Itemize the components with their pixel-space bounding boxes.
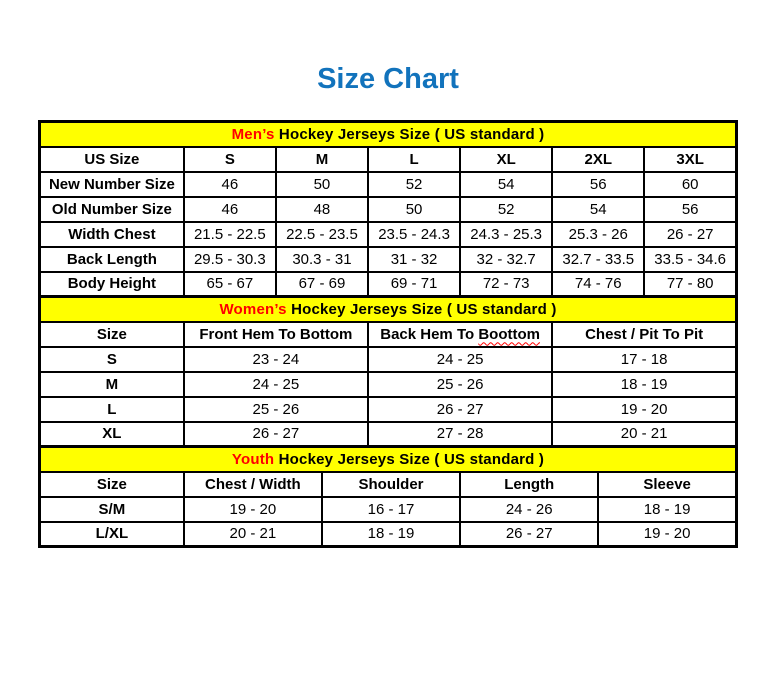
table-cell: 26 - 27 bbox=[644, 222, 736, 247]
men-section-band bbox=[40, 122, 737, 147]
men-size-table bbox=[38, 120, 738, 298]
table-cell: 56 bbox=[644, 197, 736, 222]
table-cell: 25.3 - 26 bbox=[552, 222, 644, 247]
table-row bbox=[40, 422, 737, 447]
table-cell: 26 - 27 bbox=[460, 522, 598, 547]
table-row bbox=[40, 522, 737, 547]
table-cell: 33.5 - 34.6 bbox=[644, 247, 736, 272]
table-cell: 46 bbox=[184, 197, 276, 222]
men-band-rest: Hockey Jerseys Size ( US standard ) bbox=[274, 125, 545, 143]
table-cell: 31 - 32 bbox=[368, 247, 460, 272]
table-cell: 26 - 27 bbox=[184, 422, 368, 447]
column-header: 2XL bbox=[552, 147, 644, 172]
youth-size-table bbox=[38, 445, 738, 548]
column-header: Shoulder bbox=[322, 472, 460, 497]
women-band-highlight: Women’s bbox=[219, 300, 287, 318]
table-row bbox=[40, 347, 737, 372]
table-cell: 52 bbox=[460, 197, 552, 222]
row-label: New Number Size bbox=[40, 172, 184, 197]
table-cell: 65 - 67 bbox=[184, 272, 276, 297]
table-cell: 24 - 26 bbox=[460, 497, 598, 522]
youth-header-row bbox=[40, 472, 737, 497]
women-band-rest: Hockey Jerseys Size ( US standard ) bbox=[286, 300, 557, 318]
table-row bbox=[40, 397, 737, 422]
youth-band-title bbox=[40, 447, 737, 472]
column-header: Size bbox=[40, 322, 184, 347]
column-header-misspelled bbox=[368, 322, 552, 347]
column-header: L bbox=[368, 147, 460, 172]
column-header: 3XL bbox=[644, 147, 736, 172]
table-cell: 20 - 21 bbox=[184, 522, 322, 547]
table-cell: 69 - 71 bbox=[368, 272, 460, 297]
table-cell: 21.5 - 22.5 bbox=[184, 222, 276, 247]
table-cell: 32 - 32.7 bbox=[460, 247, 552, 272]
column-header: Chest / Width bbox=[184, 472, 322, 497]
table-cell: 60 bbox=[644, 172, 736, 197]
table-cell: 50 bbox=[368, 197, 460, 222]
table-cell: 18 - 19 bbox=[598, 497, 736, 522]
youth-section-band bbox=[40, 447, 737, 472]
column-header: Chest / Pit To Pit bbox=[552, 322, 736, 347]
table-cell: 27 - 28 bbox=[368, 422, 552, 447]
column-header: Front Hem To Bottom bbox=[184, 322, 368, 347]
table-cell: 23 - 24 bbox=[184, 347, 368, 372]
column-header: XL bbox=[460, 147, 552, 172]
table-cell: 54 bbox=[460, 172, 552, 197]
column-header: Length bbox=[460, 472, 598, 497]
table-cell: 22.5 - 23.5 bbox=[276, 222, 368, 247]
table-cell: 32.7 - 33.5 bbox=[552, 247, 644, 272]
table-cell: 20 - 21 bbox=[552, 422, 736, 447]
table-row bbox=[40, 197, 737, 222]
men-band-highlight: Men’s bbox=[231, 125, 275, 143]
table-cell: 48 bbox=[276, 197, 368, 222]
table-cell: 46 bbox=[184, 172, 276, 197]
column-header: S bbox=[184, 147, 276, 172]
misspell-prefix: Back Hem To bbox=[380, 325, 479, 343]
table-cell: 18 - 19 bbox=[322, 522, 460, 547]
table-cell: 67 - 69 bbox=[276, 272, 368, 297]
table-cell: 24 - 25 bbox=[184, 372, 368, 397]
women-size-table bbox=[38, 295, 738, 448]
row-label: XL bbox=[40, 422, 184, 447]
table-cell: 77 - 80 bbox=[644, 272, 736, 297]
women-section-band bbox=[40, 297, 737, 322]
table-cell: 52 bbox=[368, 172, 460, 197]
table-row bbox=[40, 222, 737, 247]
page-title: Size Chart bbox=[317, 63, 459, 95]
table-cell: 25 - 26 bbox=[368, 372, 552, 397]
row-label: Body Height bbox=[40, 272, 184, 297]
table-row bbox=[40, 497, 737, 522]
table-row bbox=[40, 372, 737, 397]
column-header: Sleeve bbox=[598, 472, 736, 497]
table-cell: 16 - 17 bbox=[322, 497, 460, 522]
table-row bbox=[40, 172, 737, 197]
row-label: Old Number Size bbox=[40, 197, 184, 222]
table-cell: 19 - 20 bbox=[598, 522, 736, 547]
table-cell: 17 - 18 bbox=[552, 347, 736, 372]
table-cell: 18 - 19 bbox=[552, 372, 736, 397]
table-cell: 56 bbox=[552, 172, 644, 197]
women-header-row bbox=[40, 322, 737, 347]
youth-band-rest: Hockey Jerseys Size ( US standard ) bbox=[274, 450, 545, 468]
table-cell: 19 - 20 bbox=[552, 397, 736, 422]
men-header-row bbox=[40, 147, 737, 172]
row-label: S/M bbox=[40, 497, 184, 522]
youth-band-highlight: Youth bbox=[231, 450, 275, 468]
table-cell: 25 - 26 bbox=[184, 397, 368, 422]
misspell-word: Boottom bbox=[478, 325, 540, 343]
row-label: L bbox=[40, 397, 184, 422]
women-band-title bbox=[40, 297, 737, 322]
size-chart bbox=[38, 120, 738, 548]
table-cell: 23.5 - 24.3 bbox=[368, 222, 460, 247]
row-label: L/XL bbox=[40, 522, 184, 547]
table-cell: 24 - 25 bbox=[368, 347, 552, 372]
table-cell: 19 - 20 bbox=[184, 497, 322, 522]
table-cell: 26 - 27 bbox=[368, 397, 552, 422]
men-band-title bbox=[40, 122, 737, 147]
column-header: Size bbox=[40, 472, 184, 497]
column-header: US Size bbox=[40, 147, 184, 172]
table-cell: 72 - 73 bbox=[460, 272, 552, 297]
row-label: Width Chest bbox=[40, 222, 184, 247]
row-label: M bbox=[40, 372, 184, 397]
table-row bbox=[40, 247, 737, 272]
row-label: S bbox=[40, 347, 184, 372]
table-cell: 29.5 - 30.3 bbox=[184, 247, 276, 272]
table-row bbox=[40, 272, 737, 297]
table-cell: 74 - 76 bbox=[552, 272, 644, 297]
table-cell: 50 bbox=[276, 172, 368, 197]
row-label: Back Length bbox=[40, 247, 184, 272]
table-cell: 24.3 - 25.3 bbox=[460, 222, 552, 247]
column-header: M bbox=[276, 147, 368, 172]
table-cell: 30.3 - 31 bbox=[276, 247, 368, 272]
table-cell: 54 bbox=[552, 197, 644, 222]
